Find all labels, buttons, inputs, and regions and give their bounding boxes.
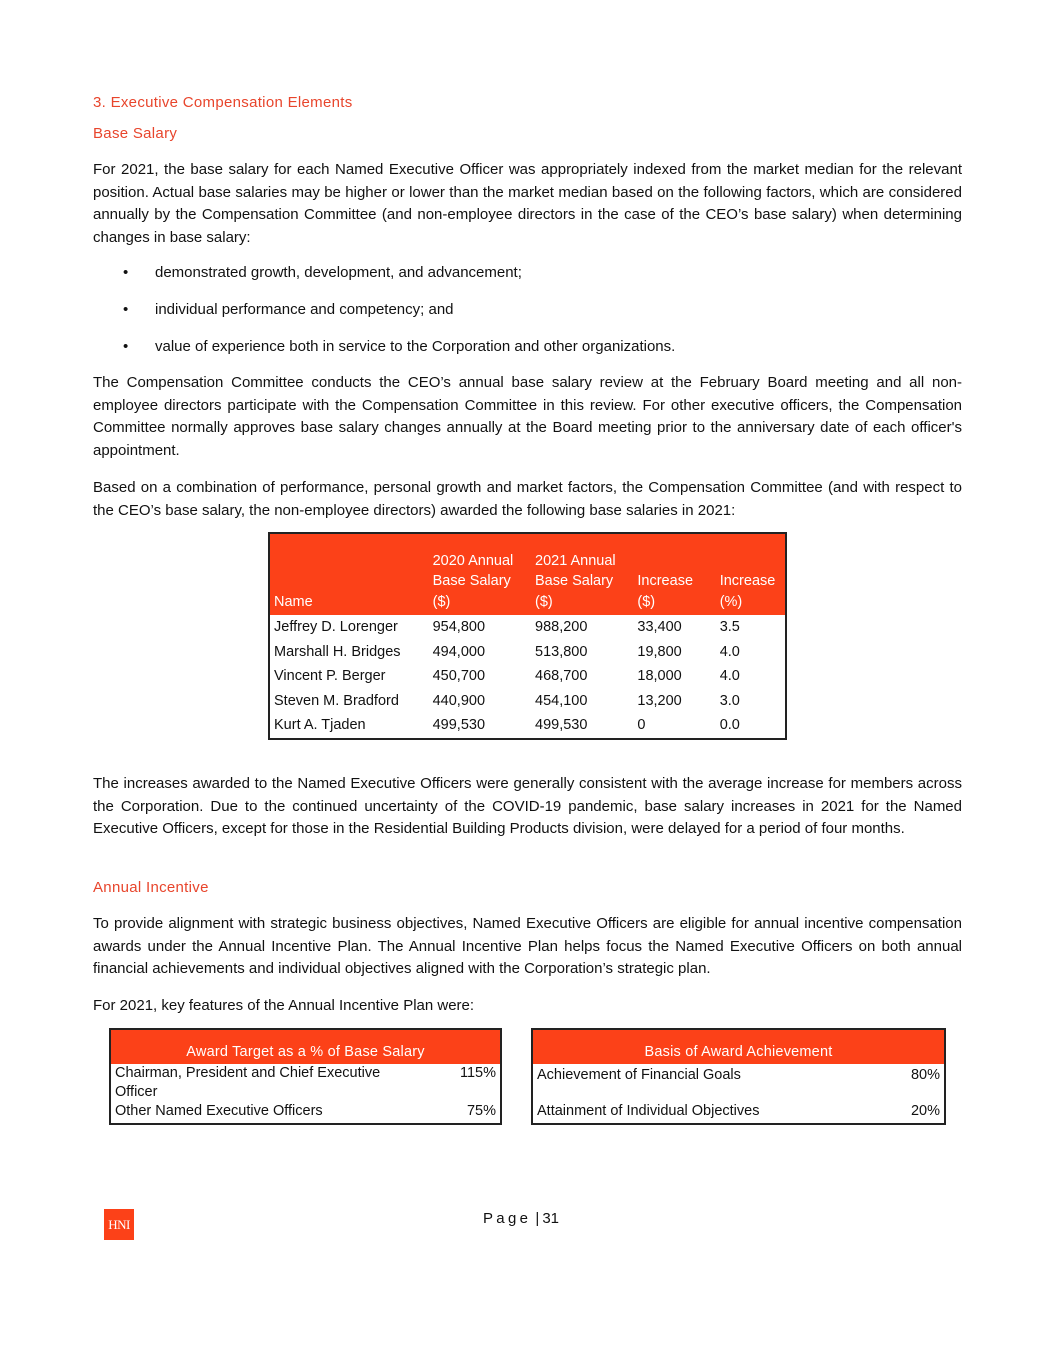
basis-of-award-table (531, 1028, 946, 1125)
cell-2020-salary: 954,800 (432, 619, 486, 635)
column-header-increase-percent: Increase (%) (716, 533, 786, 615)
list-item (93, 299, 962, 336)
list-item-text: individual performance and competency; and (155, 301, 454, 318)
cell-increase-percent: 4.0 (719, 668, 740, 685)
cell-increase-dollars: 18,000 (637, 668, 682, 685)
cell-2021-salary: 513,800 (535, 643, 588, 660)
table-row (269, 640, 786, 665)
bullet-icon: • (123, 264, 129, 281)
award-target-table (109, 1028, 502, 1125)
cell-2021-salary: 988,200 (535, 619, 588, 635)
cell-name: Marshall H. Bridges (274, 643, 401, 660)
base-salary-table (268, 532, 787, 740)
bullet-icon: • (123, 301, 129, 318)
table-header-row (532, 1029, 945, 1064)
list-item (93, 336, 962, 373)
cell-name: Vincent P. Berger (274, 668, 386, 685)
cell-value: 20% (910, 1103, 940, 1119)
page-label: Page (483, 1210, 532, 1227)
table-row (532, 1102, 945, 1124)
table-row (269, 689, 786, 714)
table-row (269, 615, 786, 640)
list-item-text: value of experience both in service to the Corporation and other organizations. (155, 338, 676, 355)
cell-2020-salary: 494,000 (432, 643, 486, 660)
cell-increase-dollars: 19,800 (637, 643, 682, 660)
cell-label: Achievement of Financial Goals (537, 1067, 741, 1083)
cell-2021-salary: 468,700 (535, 668, 588, 685)
cell-2020-salary: 440,900 (432, 692, 486, 709)
cell-increase-percent: 3.0 (719, 692, 740, 709)
cell-label: Chairman, President and Chief Executive Officer (115, 1065, 381, 1100)
base-salary-intro: For 2021, the base salary for each Named Executive Officer was appropriately indexed from the market median for the relevant position. Actual base salaries may be higher or lower than the market median based on the following factors, which are considered annually by the Compensation Committee (and non-employee directors in the case of the CEO’s base salary) when determining changes in base salary: (93, 161, 962, 246)
bullet-icon: • (123, 338, 129, 355)
increase-paragraph: The increases awarded to the Named Executive Officers were generally consistent with the average increase for members across the Corporation. Due to the continued uncertainty of the COVID-19 pandemic, base salary increases in 2021 for the Named Executive Officers, except for those in the Residential Building Products division, were delayed for a period of four months. (93, 775, 962, 838)
list-item-text: demonstrated growth, development, and advancement; (155, 264, 522, 281)
page-number (483, 1210, 559, 1227)
column-header-name: Name (269, 533, 429, 615)
cell-2021-salary: 454,100 (535, 692, 588, 709)
cell-increase-dollars: 0 (637, 717, 646, 734)
annual-incentive-heading: Annual Incentive (93, 879, 209, 896)
cell-2021-salary: 499,530 (535, 717, 588, 734)
column-header-increase-dollars: Increase ($) (633, 533, 715, 615)
table-row (269, 664, 786, 689)
salary-review-paragraph: The Compensation Committee conducts the CEO’s annual base salary review at the February Board meeting and all non-employee directors participate with the Compensation Committee in this review. For other executive officers, the Compensation Committee normally approves base salary changes annually at the Board meeting prior to the anniversary date of each officer's appointment. (93, 374, 962, 459)
cell-increase-dollars: 33,400 (637, 619, 682, 635)
page-separator: | (535, 1210, 540, 1227)
column-header-2020-salary: 2020 Annual Base Salary ($) (429, 533, 531, 615)
salary-award-paragraph: Based on a combination of performance, personal growth and market factors, the Compensation Committee (and with respect to the CEO’s base salary, the non-employee directors) awarded the following base salaries in 2021: (93, 479, 962, 519)
table-row (110, 1064, 501, 1102)
cell-increase-percent: 3.5 (719, 619, 740, 635)
column-header-2021-salary: 2021 Annual Base Salary ($) (531, 533, 633, 615)
table-row (532, 1064, 945, 1102)
table-row (269, 713, 786, 739)
table-header-row (269, 533, 786, 615)
cell-name: Kurt A. Tjaden (274, 717, 366, 734)
award-target-title: Award Target as a % of Base Salary (110, 1029, 501, 1064)
cell-value: 80% (910, 1067, 940, 1083)
section-title: 3. Executive Compensation Elements (93, 94, 353, 111)
cell-2020-salary: 450,700 (432, 668, 486, 685)
page-number-value: 31 (542, 1210, 559, 1227)
base-salary-heading: Base Salary (93, 125, 178, 142)
hni-logo: HNI (104, 1209, 134, 1240)
cell-increase-percent: 4.0 (719, 643, 740, 660)
annual-incentive-intro: To provide alignment with strategic business objectives, Named Executive Officers are eligible for annual incentive compensation awards under the Annual Incentive Plan. The Annual Incentive Plan helps focus the Named Executive Officers on both annual financial achievements and individual objectives aligned with the Corporation’s strategic plan. (93, 915, 962, 978)
annual-incentive-features-lead: For 2021, key features of the Annual Incentive Plan were: (93, 997, 475, 1014)
cell-increase-percent: 0.0 (719, 717, 740, 734)
table-row (110, 1102, 501, 1124)
cell-label: Attainment of Individual Objectives (537, 1103, 760, 1119)
cell-value: 115% (459, 1065, 496, 1081)
list-item (93, 262, 962, 299)
basis-of-award-title: Basis of Award Achievement (532, 1029, 945, 1064)
table-header-row (110, 1029, 501, 1064)
cell-name: Jeffrey D. Lorenger (274, 619, 398, 635)
cell-label: Other Named Executive Officers (115, 1103, 323, 1119)
cell-value: 75% (466, 1103, 496, 1119)
cell-2020-salary: 499,530 (432, 717, 486, 734)
base-salary-factors-list (93, 262, 962, 373)
cell-increase-dollars: 13,200 (637, 692, 682, 709)
cell-name: Steven M. Bradford (274, 692, 399, 709)
